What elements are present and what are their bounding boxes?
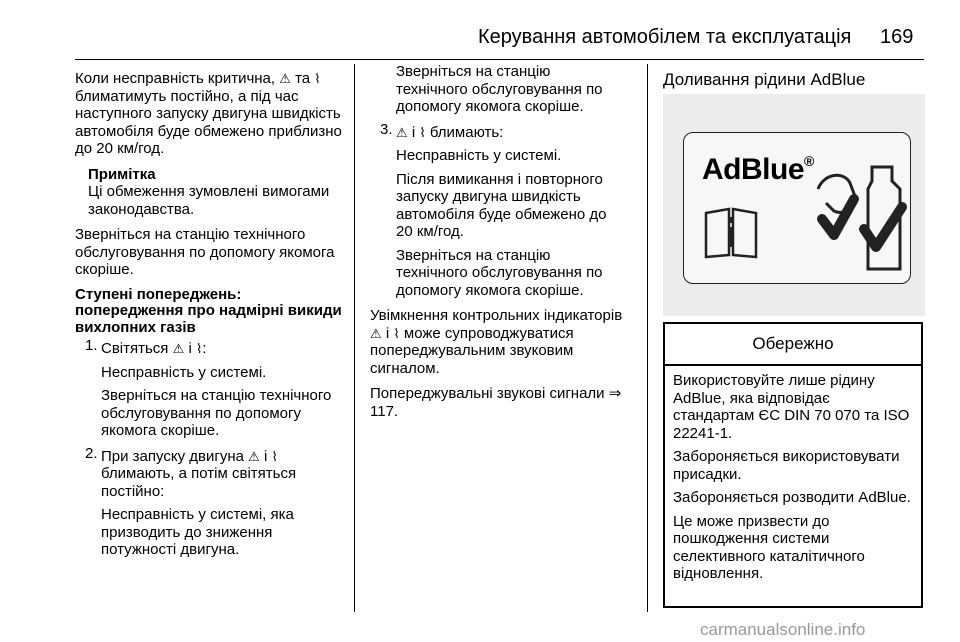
engine-warning-icon: ⚠ [396,124,408,140]
note-block [75,166,347,219]
engine-warning-icon: ⚠ [248,448,260,464]
running-header: Керування автомобілем та експлуатація [478,26,852,48]
column-3 [663,66,925,90]
step-3-line-2: Після вимикання і повторного запуску двигуна швидкість автомобіля буде обмежено до 20 км/год. [396,170,607,240]
manual-book-icon [702,203,760,261]
watermark: carmanualsonline.info [700,620,866,639]
step-2: 2. При запуску двигуна ⚠ і ⌇ блимають, а потім світяться постійно: Несправність у системі, яка призводить до зниження потужності двигуна. [75,448,347,559]
glow-coil-icon: ⌇ [314,71,321,86]
step-1-line-1: Несправність у системі. [101,363,267,381]
column-2 [370,63,625,428]
step-2-number: 2. [85,444,98,462]
step-2-line-1: Несправність у системі, яка призводить до зниження потужності двигуна. [101,506,294,558]
page-number: 169 [880,26,914,48]
arrow-right-icon: ⇒ [608,385,622,402]
step-1: 1. Світяться ⚠ і ⌇: Несправність у системі. Зверніться на станцію технічного обслуговування по допомогу якомога скоріше. [75,340,347,440]
glow-coil-icon: ⌇ [419,124,426,140]
engine-warning-icon: ⚠ [370,325,382,341]
caution-line-2: Забороняється використовувати присадки. [673,448,900,483]
steps-heading: Ступені попереджень: попередження про надмірні викиди вихлопних газів [75,285,342,336]
service-paragraph: Зверніться на станцію технічного обслуговування по допомогу якомога скоріше. [75,226,335,278]
glow-coil-icon: ⌇ [195,341,203,356]
indicator-paragraph: Увімкнення контрольних індикаторів ⚠ і ⌇ може супроводжуватися попереджувальним звуковим сигналом. [370,307,623,377]
column-1 [75,70,347,567]
step-3-number: 3. [380,120,393,138]
caution-line-3: Забороняється розводити AdBlue. [673,489,911,506]
column-divider-2 [647,64,648,612]
step-2-line-2: Зверніться на станцію технічного обслуговування по допомогу якомога скоріше. [396,63,603,115]
caution-line-1: Використовуйте лише рідину AdBlue, яка відповідає стандартам ЄС DIN 70 070 та ISO 22241-1. [673,372,910,442]
caution-title: Обережно [665,324,921,366]
adblue-sticker [683,132,911,284]
step-1-number: 1. [85,337,98,354]
signals-paragraph: Попереджувальні звукові сигнали ⇒ 117. [370,385,622,420]
caution-box [663,322,923,608]
column-divider-1 [354,64,355,612]
step-3: 3. ⚠ і ⌇ блимають: Несправність у системі. Після вимикання і повторного запуску двигуна швидкість автомобіля буде обмежено до 20 км/год. Зверніться на станцію технічного обслуговування по допомогу якомога скоріше. [370,124,625,300]
step-3-line-1: Несправність у системі. [396,147,562,164]
caution-body [665,366,921,595]
cross-reference-link[interactable]: ⇒ 117. [370,385,622,420]
adblue-figure [663,94,925,316]
adblue-logo: AdBlue® [702,153,814,186]
registered-mark: ® [804,153,814,169]
section-title: Доливання рідини AdBlue [663,70,866,89]
intro-paragraph: Коли несправність критична, ⚠ та ⌇ блиматимуть постійно, а під час наступного запуску двигуна швидкість автомобіля буде обмежено приблизно до 20 км/год. [75,70,342,157]
engine-warning-icon: ⚠ [172,341,185,356]
step-3-line-3: Зверніться на станцію технічного обслуговування по допомогу якомога скоріше. [396,246,603,299]
caution-line-4: Це може призвести до пошкодження системи селективного каталітичного відновлення. [673,512,865,582]
glow-coil-icon: ⌇ [271,448,278,464]
step-1-line-2: Зверніться на станцію технічного обслуговування по допомогу якомога скоріше. [101,387,332,439]
note-text: Ці обмеження зумовлені вимогами законодавства. [88,183,330,218]
filler-neck-checkmarks-icon [812,159,908,277]
note-title: Примітка [88,165,156,183]
glow-coil-icon: ⌇ [393,325,400,341]
engine-warning-icon: ⚠ [279,71,291,86]
header-rule [75,59,924,60]
